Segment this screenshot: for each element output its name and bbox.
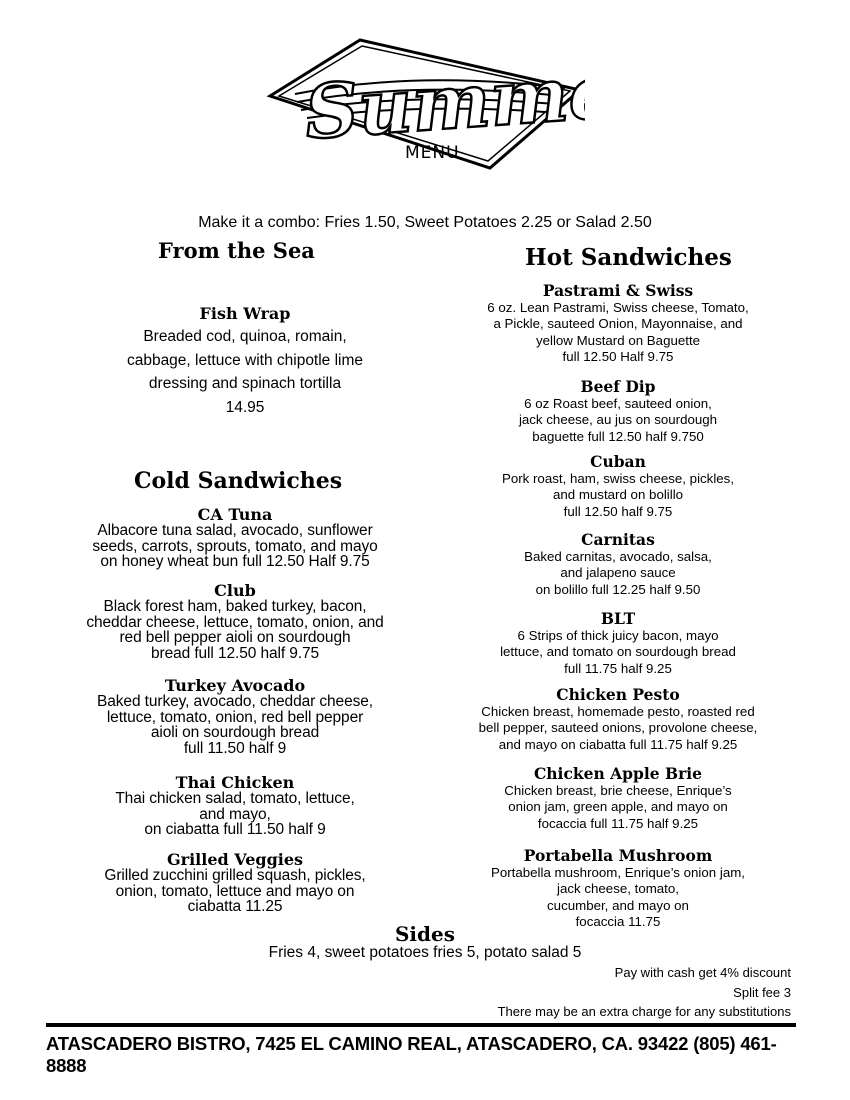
item-name: CA Tuna — [197, 505, 273, 524]
menu-item-chicken-apple-brie — [448, 764, 788, 832]
item-desc: Chicken breast, homemade pesto, roasted red bell pepper, sauteed onions, provolone cheese, and mayo on ciabatta full 11.75 half 9.25 — [478, 704, 758, 752]
item-desc: Breaded cod, quinoa, romain, cabbage, lettuce with chipotle lime dressing and spinach tortilla 14.95 — [126, 328, 364, 416]
item-name: Turkey Avocado — [164, 676, 306, 695]
logo-word: Summer — [302, 46, 585, 157]
item-name: Chicken Pesto — [556, 685, 680, 704]
combo-note: Make it a combo: Fries 1.50, Sweet Potatoes 2.25 or Salad 2.50 — [198, 214, 652, 231]
item-desc: Albacore tuna salad, avocado, sunflower seeds, carrots, sprouts, tomato, and mayo on honey wheat bun full 12.50 Half 9.75 — [92, 522, 378, 570]
note-split-fee: Split fee 3 — [733, 985, 791, 1000]
item-name: BLT — [600, 609, 636, 628]
item-name: Carnitas — [581, 530, 655, 549]
section-title-sea: From the Sea — [158, 238, 315, 263]
menu-item-portabella-mushroom — [448, 846, 788, 930]
menu-item-beef-dip — [448, 377, 788, 445]
item-desc: Grilled zucchini grilled squash, pickles, onion, tomato, lettuce and mayo on ciabatta 11.25 — [104, 867, 366, 915]
item-desc: 6 oz. Lean Pastrami, Swiss cheese, Tomato, a Pickle, sauteed Onion, Mayonnaise, and yellow Mustard on Baguette full 12.50 Half 9.75 — [487, 300, 749, 364]
menu-item-ca-tuna — [85, 506, 385, 570]
item-name: Club — [214, 581, 256, 600]
item-name: Chicken Apple Brie — [533, 764, 703, 783]
menu-item-club — [85, 582, 385, 661]
note-cash-discount: Pay with cash get 4% discount — [614, 965, 791, 980]
footer-divider — [46, 1023, 796, 1027]
section-title-sides: Sides — [394, 922, 455, 946]
menu-item-carnitas — [448, 530, 788, 598]
item-desc: Black forest ham, baked turkey, bacon, cheddar cheese, lettuce, tomato, onion, and red bell pepper aioli on sourdough bread full 12.50 half 9.75 — [86, 598, 384, 662]
note-substitutions: There may be an extra charge for any substitutions — [497, 1004, 791, 1019]
item-desc: Baked turkey, avocado, cheddar cheese, lettuce, tomato, onion, red bell pepper aioli on sourdough bread full 11.50 half 9 — [97, 693, 373, 757]
item-desc: 6 Strips of thick juicy bacon, mayo lettuce, and tomato on sourdough bread full 11.75 half 9.25 — [500, 628, 736, 676]
logo-sub: MENU — [405, 143, 460, 163]
sides-desc: Fries 4, sweet potatoes fries 5, potato salad 5 — [268, 944, 582, 961]
item-desc: Chicken breast, brie cheese, Enrique’s onion jam, green apple, and mayo on focaccia full 11.75 half 9.25 — [504, 783, 732, 831]
item-desc: Portabella mushroom, Enrique’s onion jam, jack cheese, tomato, cucumber, and mayo on focaccia 11.75 — [490, 865, 745, 929]
item-desc: 6 oz Roast beef, sauteed onion, jack cheese, au jus on sourdough baguette full 12.50 half 9.750 — [518, 396, 718, 444]
item-name: Grilled Veggies — [166, 850, 304, 869]
menu-item-thai-chicken — [85, 774, 385, 838]
menu-item-chicken-pesto — [448, 685, 788, 753]
item-desc: Thai chicken salad, tomato, lettuce, and mayo, on ciabatta full 11.50 half 9 — [115, 790, 355, 838]
menu-item-fish-wrap — [90, 303, 400, 419]
item-name: Fish Wrap — [199, 304, 291, 323]
item-name: Cuban — [590, 452, 646, 471]
summer-menu-logo — [265, 18, 585, 178]
menu-item-pastrami-swiss — [448, 281, 788, 365]
item-name: Beef Dip — [580, 377, 656, 396]
item-desc: Pork roast, ham, swiss cheese, pickles, and mustard on bolillo full 12.50 half 9.75 — [501, 471, 735, 519]
menu-item-cuban — [448, 452, 788, 520]
menu-item-turkey-avocado — [85, 677, 385, 756]
item-name: Thai Chicken — [175, 773, 295, 792]
item-name: Pastrami & Swiss — [542, 281, 694, 300]
section-title-cold: Cold Sandwiches — [134, 468, 343, 494]
footer-address: ATASCADERO BISTRO, 7425 EL CAMINO REAL, ATASCADERO, CA. 93422 (805) 461-8888 — [46, 1033, 777, 1076]
menu-item-blt — [448, 609, 788, 677]
item-name: Portabella Mushroom — [523, 846, 713, 865]
menu-item-grilled-veggies — [85, 851, 385, 915]
section-title-hot: Hot Sandwiches — [525, 244, 732, 271]
item-desc: Baked carnitas, avocado, salsa, and jalapeno sauce on bolillo full 12.25 half 9.50 — [524, 549, 712, 597]
